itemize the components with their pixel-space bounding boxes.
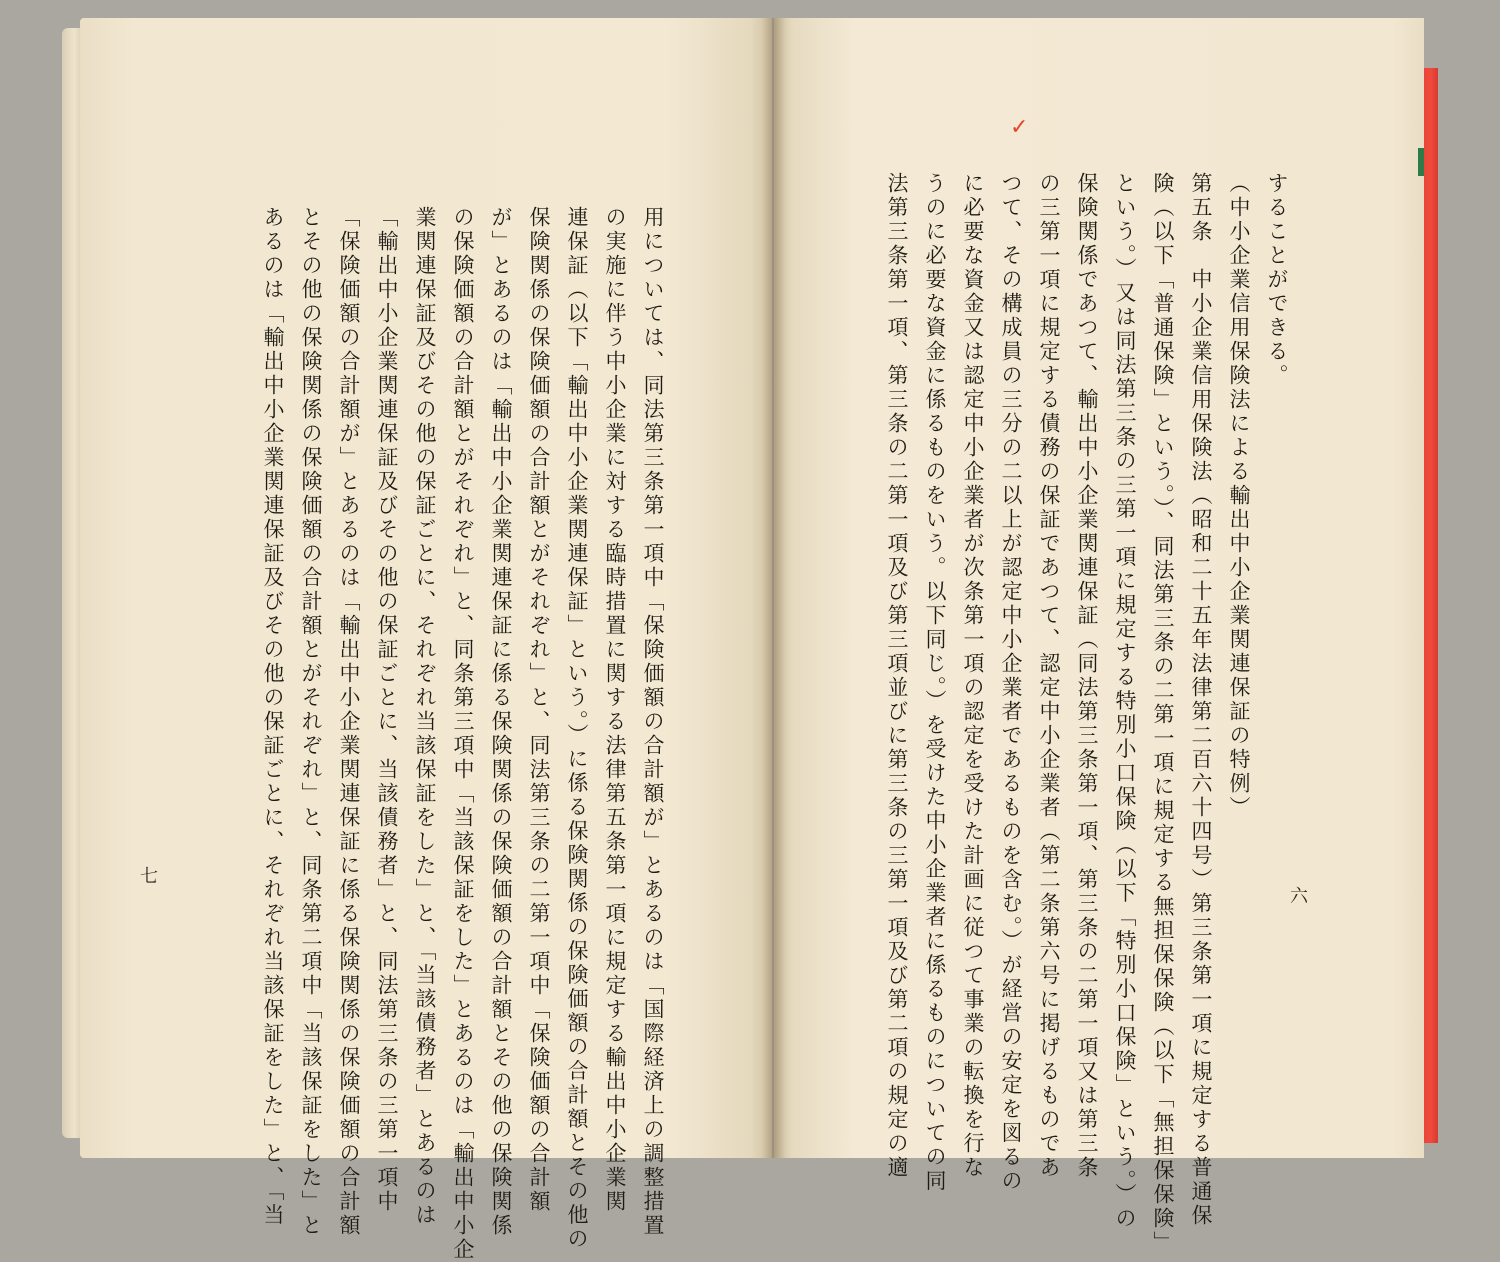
text-line: 第五条 中小企業信用保険法（昭和二十五年法律第二百六十四号）第三条第一項に規定する普通保 — [1189, 172, 1213, 1228]
text-line: 保険関係であつて、輸出中小企業関連保証（同法第三条第一項、第三条の二第一項又は第三条 — [1075, 172, 1099, 1180]
text-line: 「保険価額の合計額が」とあるのは「輸出中小企業関連保証に係る保険関係の保険価額の合計額 — [337, 206, 361, 1238]
text-line: の実施に伴う中小企業に対する臨時措置に関する法律第五条第一項に規定する輸出中小企業関 — [603, 206, 627, 1214]
text-line: 「輸出中小企業関連保証及びその他の保証ごとに、当該債務者」と、同法第三条の三第一項中 — [375, 206, 399, 1214]
text-line: 法第三条第一項、第三条の二第一項及び第三項並びに第三条の三第一項及び第二項の規定の適 — [885, 172, 909, 1180]
text-line: 保険関係の保険価額の合計額とがそれぞれ」と、同法第三条の二第一項中「保険価額の合計額 — [527, 206, 551, 1214]
text-line: の保険価額の合計額とがそれぞれ」と、同条第三項中「当該保証をした」とあるのは「輸出中小企 — [451, 206, 475, 1262]
text-line: の三第一項に規定する債務の保証であつて、認定中小企業者（第二条第六号に掲げるものであ — [1037, 172, 1061, 1180]
page-number-left: 七 — [140, 866, 158, 887]
text-line: が」とあるのは「輸出中小企業関連保証に係る保険関係の保険価額の合計額とその他の保険関係 — [489, 206, 513, 1238]
red-check-mark-icon: ✓ — [1010, 115, 1029, 140]
text-line: とその他の保険関係の保険価額の合計額とがそれぞれ」と、同条第二項中「当該保証をした」と — [299, 206, 323, 1238]
page-number-right: 六 — [1290, 886, 1308, 907]
red-cover-edge — [1424, 68, 1438, 1143]
text-line: 険（以下「普通保険」という。）、同法第三条の二第一項に規定する無担保保険（以下「無担保保険」 — [1151, 172, 1175, 1255]
text-line: 連保証（以下「輸出中小企業関連保証」という。）に係る保険関係の保険価額の合計額とその他の — [565, 206, 589, 1252]
text-line: 業関連保証及びその他の保証ごとに、それぞれ当該保証をした」と、「当該債務者」とあるのは — [413, 206, 437, 1228]
text-line: つて、その構成員の三分の二以上が認定中小企業者であるものを含む。）が経営の安定を図るの — [999, 172, 1023, 1194]
right-page-text — [736, 172, 1296, 1255]
text-line: あるのは「輸出中小企業関連保証及びその他の保証ごとに、それぞれ当該保証をした」と、「当 — [261, 206, 285, 1228]
bookmark-tab — [1418, 148, 1424, 176]
text-line: うのに必要な資金に係るものをいう。以下同じ。）を受けた中小企業者に係るものについての同 — [923, 172, 947, 1194]
text-line: することができる。 — [1265, 172, 1289, 388]
text-line: 用については、同法第三条第一項中「保険価額の合計額が」とあるのは「国際経済上の調整措置 — [641, 206, 665, 1238]
left-page-text — [112, 206, 672, 1262]
text-line: という。）又は同法第三条の三第一項に規定する特別小口保険（以下「特別小口保険」という。）の — [1113, 172, 1137, 1231]
text-line: に必要な資金又は認定中小企業者が次条第一項の認定を受けた計画に従つて事業の転換を行な — [961, 172, 985, 1180]
text-line: （中小企業信用保険法による輸出中小企業関連保証の特例） — [1227, 172, 1251, 820]
